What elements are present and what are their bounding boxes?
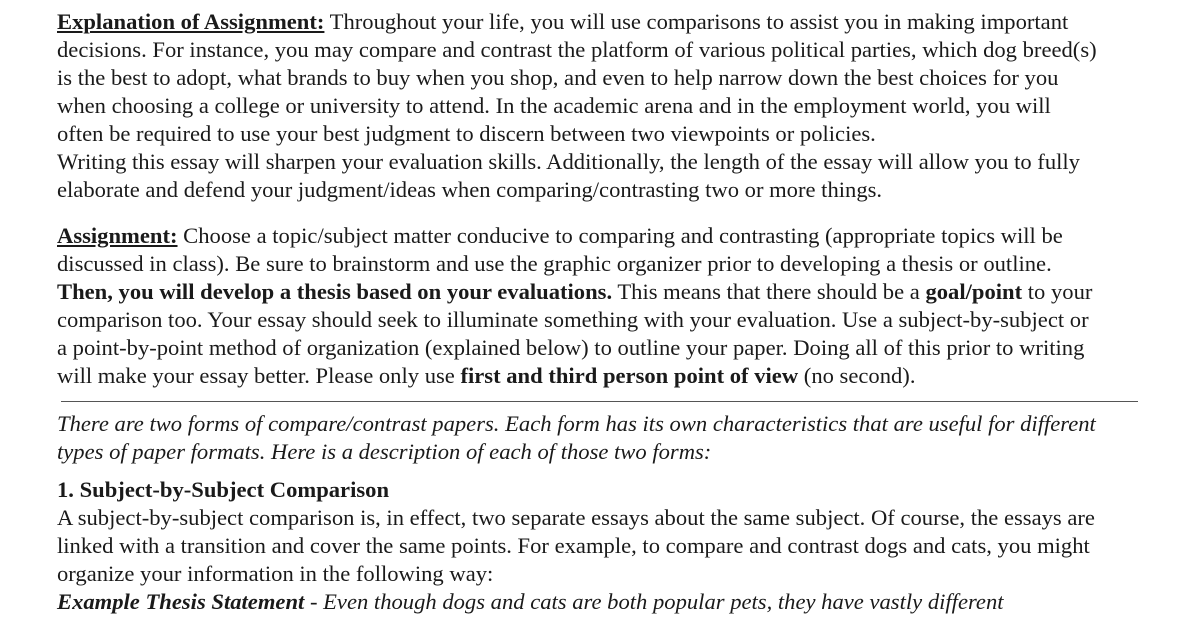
section-line: linked with a transition and cover the same points. For example, to compare and contrast dogs and cats, you might bbox=[57, 533, 1090, 558]
example-thesis-separator: - bbox=[304, 589, 324, 614]
example-thesis-text: Even though dogs and cats are both popular pets, they have vastly different bbox=[323, 589, 1004, 614]
forms-intro-line: There are two forms of compare/contrast papers. Each form has its own characteristics that are useful for different bbox=[57, 411, 1096, 436]
explanation-heading: Explanation of Assignment: bbox=[57, 9, 325, 34]
assignment-heading: Assignment: bbox=[57, 223, 178, 248]
assignment-line bbox=[57, 362, 1157, 390]
goal-point-term: goal/point bbox=[925, 279, 1023, 304]
subject-by-subject-section bbox=[57, 476, 1157, 616]
explanation-line: when choosing a college or university to attend. In the academic arena and in the employment world, you will bbox=[57, 93, 1051, 118]
section-heading: 1. Subject-by-Subject Comparison bbox=[57, 477, 390, 502]
example-thesis-label: Example Thesis Statement bbox=[57, 589, 305, 614]
explanation-line: decisions. For instance, you may compare and contrast the platform of various political parties, which dog breed(s) bbox=[57, 37, 1097, 62]
explanation-line: is the best to adopt, what brands to buy when you shop, and even to help narrow down the best choices for you bbox=[57, 65, 1059, 90]
forms-intro-line: types of paper formats. Here is a description of each of those two forms: bbox=[57, 439, 712, 464]
explanation-text: Throughout your life, you will use comparisons to assist you in making important bbox=[324, 9, 1069, 34]
document-page bbox=[57, 8, 1157, 616]
assignment-line bbox=[57, 222, 1157, 250]
explanation-line: elaborate and defend your judgment/ideas when comparing/contrasting two or more things. bbox=[57, 177, 883, 202]
explanation-line bbox=[57, 8, 1157, 36]
thesis-instruction: Then, you will develop a thesis based on your evaluations. bbox=[57, 279, 613, 304]
forms-intro bbox=[57, 410, 1157, 466]
assignment-text: Choose a topic/subject matter conducive to comparing and contrasting (appropriate topics will be bbox=[177, 223, 1063, 248]
example-thesis-line bbox=[57, 588, 1157, 616]
paragraph-spacer bbox=[57, 466, 1157, 476]
assignment-line bbox=[57, 278, 1157, 306]
paragraph-spacer bbox=[57, 204, 1157, 222]
assignment-text: This means that there should be a bbox=[612, 279, 926, 304]
section-line: A subject-by-subject comparison is, in effect, two separate essays about the same subject. Of course, the essays are bbox=[57, 505, 1095, 530]
explanation-line: Writing this essay will sharpen your evaluation skills. Additionally, the length of the essay will allow you to fully bbox=[57, 149, 1080, 174]
explanation-line: often be required to use your best judgment to discern between two viewpoints or policies. bbox=[57, 121, 876, 146]
assignment-text: will make your essay better. Please only use bbox=[57, 363, 461, 388]
assignment-line: comparison too. Your essay should seek to illuminate something with your evaluation. Use a subject-by-subject or bbox=[57, 307, 1089, 332]
explanation-section bbox=[57, 8, 1157, 204]
point-of-view-term: first and third person point of view bbox=[460, 363, 799, 388]
assignment-line: a point-by-point method of organization (explained below) to outline your paper. Doing all of this prior to writing bbox=[57, 335, 1085, 360]
horizontal-divider bbox=[61, 401, 1138, 402]
assignment-section bbox=[57, 222, 1157, 390]
section-line: organize your information in the following way: bbox=[57, 561, 494, 586]
assignment-text: to your bbox=[1022, 279, 1093, 304]
assignment-text: (no second). bbox=[798, 363, 916, 388]
assignment-line: discussed in class). Be sure to brainstorm and use the graphic organizer prior to developing a thesis or outline. bbox=[57, 251, 1052, 276]
